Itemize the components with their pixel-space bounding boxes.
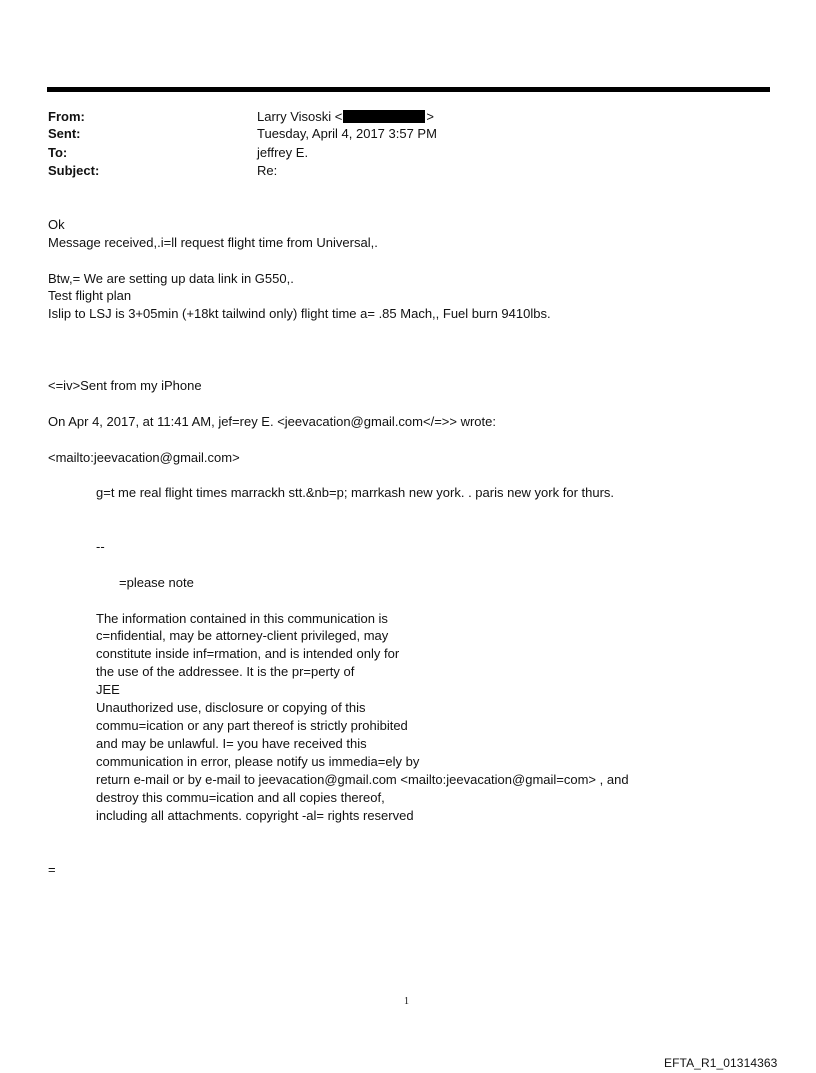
from-suffix: > xyxy=(426,109,434,124)
quote-header: On Apr 4, 2017, at 11:41 AM, jef=rey E. <jeevacation@gmail.com</=>> wrote: xyxy=(48,414,496,429)
disclaimer-line: destroy this commu=ication and all copies thereof, xyxy=(96,790,385,805)
document-id: EFTA_R1_01314363 xyxy=(664,1056,778,1070)
disclaimer-line: The information contained in this communication is xyxy=(96,611,388,626)
from-label: From: xyxy=(48,109,85,124)
body-line: Ok xyxy=(48,217,65,232)
subject-label: Subject: xyxy=(48,163,100,178)
page-number: 1 xyxy=(404,996,409,1007)
body-line: Message received,.i=ll request flight time from Universal,. xyxy=(48,235,378,250)
sent-value: Tuesday, April 4, 2017 3:57 PM xyxy=(257,126,437,141)
mailto-line: <mailto:jeevacation@gmail.com> xyxy=(48,450,240,465)
quoted-request: g=t me real flight times marrackh stt.&nb=p; marrkash new york. . paris new york for thurs. xyxy=(96,485,615,500)
disclaimer-line: constitute inside inf=rmation, and is intended only for xyxy=(96,646,400,661)
to-label: To: xyxy=(48,145,68,160)
header-rule xyxy=(47,87,770,92)
disclaimer-line: communication in error, please notify us immedia=ely by xyxy=(96,754,420,769)
from-value xyxy=(257,109,434,125)
trailing-char: = xyxy=(48,862,56,877)
disclaimer-line: JEE xyxy=(96,682,120,697)
redaction-box xyxy=(343,110,425,123)
disclaimer-line: c=nfidential, may be attorney-client privileged, may xyxy=(96,628,389,643)
body-line: <=iv>Sent from my iPhone xyxy=(48,378,202,393)
subject-value: Re: xyxy=(257,163,278,178)
disclaimer-line: including all attachments. copyright -al= rights reserved xyxy=(96,808,414,823)
body-line: Btw,= We are setting up data link in G550,. xyxy=(48,271,294,286)
disclaimer-line: Unauthorized use, disclosure or copying of this xyxy=(96,700,366,715)
disclaimer-line: the use of the addressee. It is the pr=perty of xyxy=(96,664,355,679)
body-line: Test flight plan xyxy=(48,288,132,303)
sent-label: Sent: xyxy=(48,126,81,141)
disclaimer-line: and may be unlawful. I= you have received this xyxy=(96,736,367,751)
from-name: Larry Visoski < xyxy=(257,109,343,124)
signature-separator: -- xyxy=(96,539,105,554)
disclaimer-line: commu=ication or any part thereof is strictly prohibited xyxy=(96,718,408,733)
disclaimer-line: return e-mail or by e-mail to jeevacation@gmail.com <mailto:jeevacation@gmail=com> , and xyxy=(96,772,629,787)
body-line: Islip to LSJ is 3+05min (+18kt tailwind only) flight time a= .85 Mach,, Fuel burn 9410lbs. xyxy=(48,306,551,321)
please-note: =please note xyxy=(119,575,194,590)
to-value: jeffrey E. xyxy=(257,145,309,160)
